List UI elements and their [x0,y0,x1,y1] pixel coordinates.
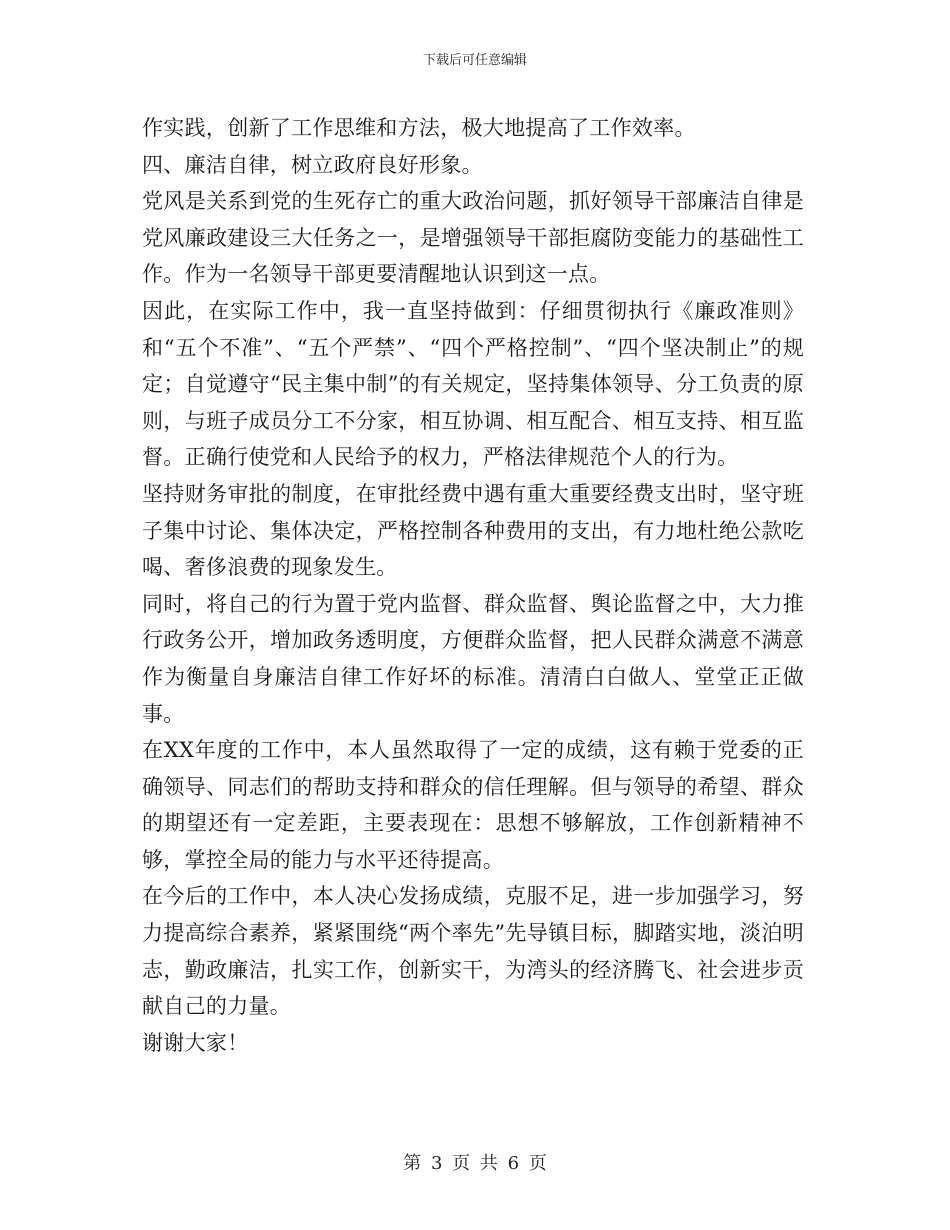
section-heading: 四、廉洁自律，树立政府良好形象。 [142,152,483,177]
page-number: 第 3 页 共 6 页 [403,1153,547,1174]
body-paragraph: 在XX年度的工作中，本人虽然取得了一定的成绩，这有赖于党委的正确领导、同志们的帮助支持和群众的信任理解。但与领导的希望、群众的期望还有一定差距，主要表现在：思想不够解放，工作创新精神不够，掌控全局的能力与水平还待提高。 [142,738,804,872]
body-paragraph: 因此，在实际工作中，我一直坚持做到：仔细贯彻执行《廉政准则》和“五个不准”、“五个严禁”、“四个严格控制”、“四个坚决制止”的规定；自觉遵守“民主集中制”的有关规定，坚持集体领导、分工负责的原则，与班子成员分工不分家，相互协调、相互配合、相互支持、相互监督。正确行使党和人民给予的权力，严格法律规范个人的行为。 [142,298,804,470]
body-paragraph: 在今后的工作中，本人决心发扬成绩，克服不足，进一步加强学习，努力提高综合素养，紧紧围绕“两个率先”先导镇目标，脚踏实地，淡泊明志，勤政廉洁，扎实工作，创新实干，为湾头的经济腾飞、社会进步贡献自己的力量。 [142,884,804,1019]
document-body [142,110,804,1061]
page-header: 下载后可任意编辑 [422,53,527,68]
body-paragraph: 作实践，创新了工作思维和方法，极大地提高了工作效率。 [142,116,696,140]
body-paragraph: 党风是关系到党的生死存亡的重大政治问题，抓好领导干部廉洁自律是党风廉政建设三大任务之一，是增强领导干部拒腐防变能力的基础性工作。作为一名领导干部更要清醒地认识到这一点。 [142,189,804,287]
body-paragraph: 同时，将自己的行为置于党内监督、群众监督、舆论监督之中，大力推行政务公开，增加政务透明度，方便群众监督，把人民群众满意不满意作为衡量自身廉洁自律工作好坏的标准。清清白白做人、堂堂正正做事。 [142,591,804,726]
body-paragraph: 坚持财务审批的制度，在审批经费中遇有重大重要经费支出时，坚守班子集中讨论、集体决定，严格控制各种费用的支出，有力地杜绝公款吃喝、奢侈浪费的现象发生。 [142,481,804,580]
closing-line: 谢谢大家！ [142,1030,249,1055]
